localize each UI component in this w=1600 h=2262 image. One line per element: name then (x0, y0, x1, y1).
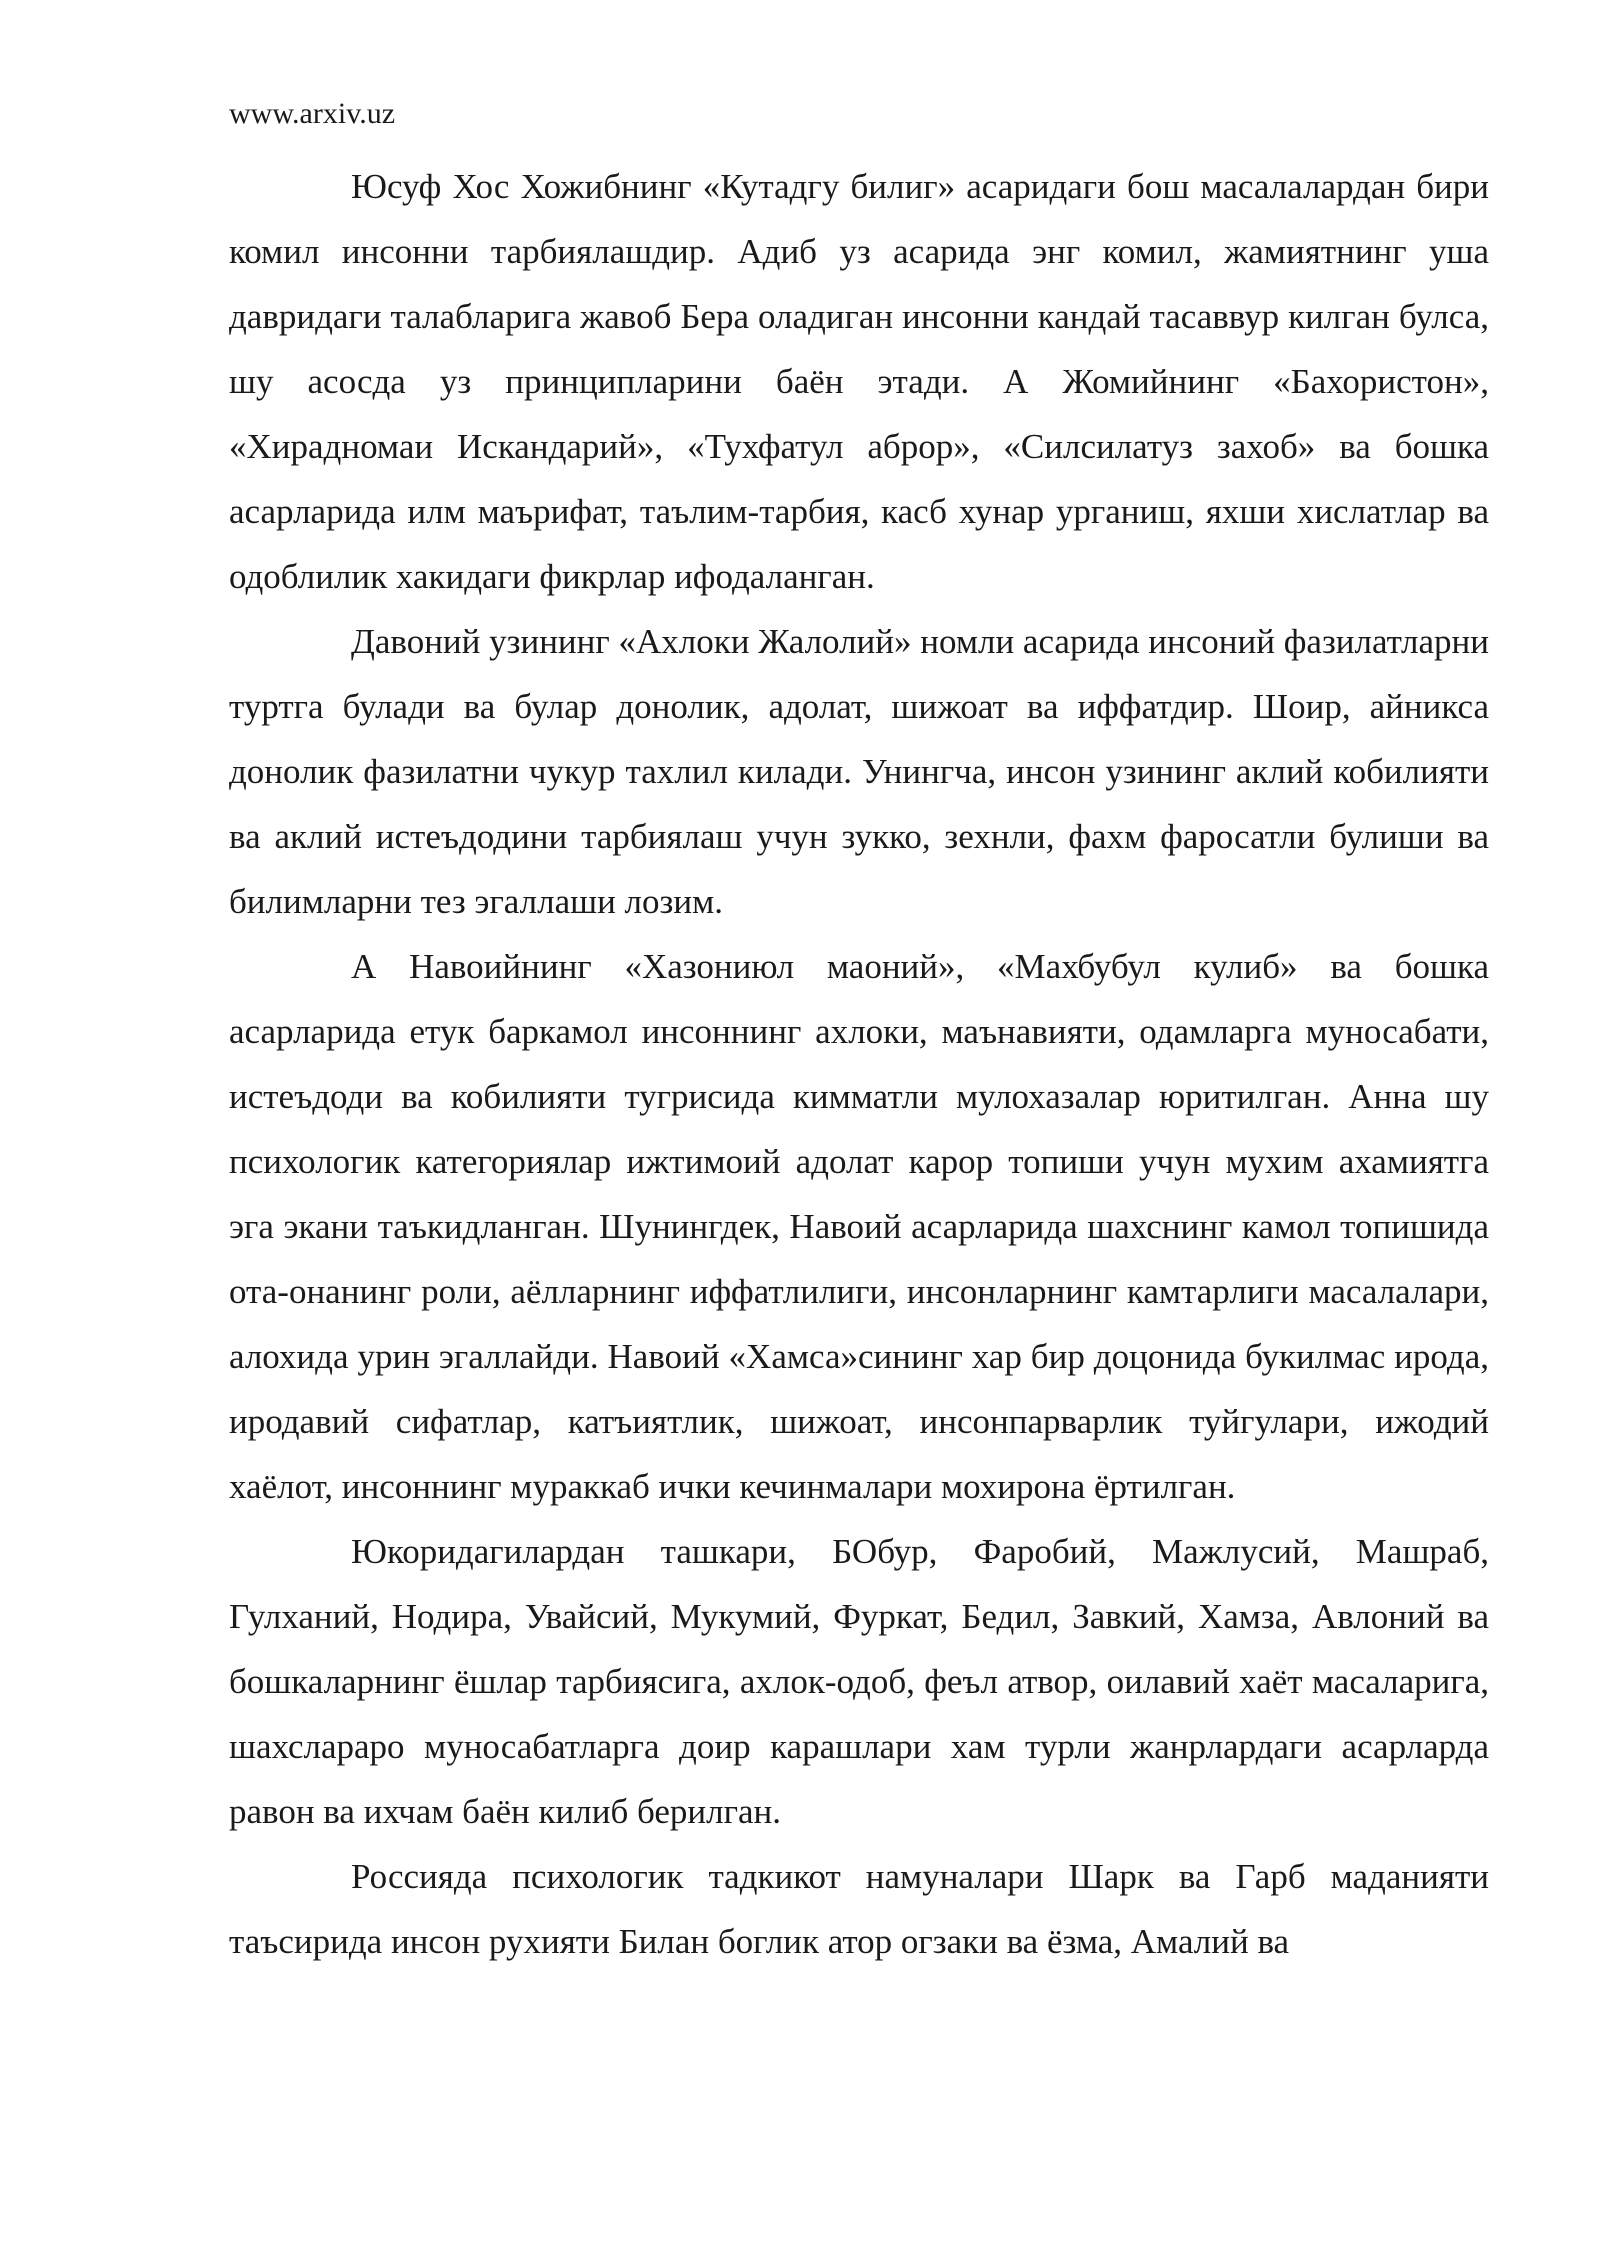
paragraph: Давоний узининг «Ахлоки Жалолий» номли асарида инсоний фазилатларни туртга булади ва булар донолик, адолат, шижоат ва иффатдир. Шоир, айникса донолик фазилатни чукур тахлил килади. Унингча, инсон узининг аклий кобилияти ва аклий истеъдодини тарбиялаш учун зукко, зехнли, фахм фаросатли булиши ва билимларни тез эгаллаши лозим. (229, 622, 1489, 921)
paragraph: Юкоридагилардан ташкари, БОбур, Фаробий, Мажлусий, Машраб, Гулханий, Нодира, Увайсий, Мукумий, Фуркат, Бедил, Завкий, Хамза, Авлоний ва бошкаларнинг ёшлар тарбиясига, ахлок-одоб, феъл атвор, оилавий хаёт масаларига, шахслараро муносабатларга доир карашлари хам турли жанрлардаги асарларда равон ва ихчам баён килиб берилган. (229, 1532, 1489, 1831)
source-url: www.arxiv.uz (229, 97, 396, 130)
text-body (229, 154, 1489, 1974)
paragraph: Россияда психологик тадкикот намуналари Шарк ва Гарб маданияти таъсирида инсон рухияти Билан боглик атор огзаки ва ёзма, Амалий ва (229, 1857, 1489, 1961)
paragraph: А Навоийнинг «Хазониюл маоний», «Махбубул кулиб» ва бошка асарларида етук баркамол инсоннинг ахлоки, маънавияти, одамларга муносабати, истеъдоди ва кобилияти тугрисида кимматли мулохазалар юритилган. Анна шу психологик категориялар ижтимоий адолат карор топиши учун мухим ахамиятга эга экани таъкидланган. Шунингдек, Навоий асарларида шахснинг камол топишида ота-онанинг роли, аёлларнинг иффатлилиги, инсонларнинг камтарлиги масалалари, алохида урин эгаллайди. Навоий «Хамса»сининг хар бир доцонида букилмас ирода, иродавий сифатлар, катъиятлик, шижоат, инсонпарварлик туйгулари, ижодий хаёлот, инсоннинг мураккаб ички кечинмалари мохирона ёртилган. (229, 947, 1489, 1506)
paragraph: Юсуф Хос Хожибнинг «Кутадгу билиг» асаридаги бош масалалардан бири комил инсонни тарбиялашдир. Адиб уз асарида энг комил, жамиятнинг уша давридаги талабларига жавоб Бера оладиган инсонни кандай тасаввур килган булса, шу асосда уз принципларини баён этади. А Жомийнинг «Бахористон», «Хирадномаи Искандарий», «Тухфатул аброр», «Силсилатуз захоб» ва бошка асарларида илм маърифат, таълим-тарбия, касб хунар урганиш, яхши хислатлар ва одоблилик хакидаги фикрлар ифодаланган. (229, 167, 1489, 596)
